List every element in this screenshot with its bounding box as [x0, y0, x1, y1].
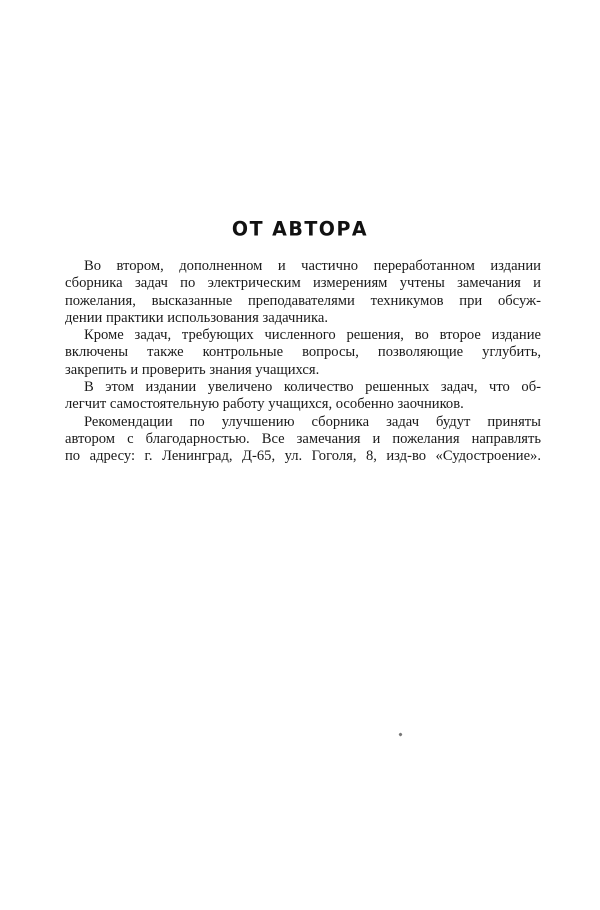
paragraph-1-line-3: пожелания, высказанные преподавателями техникумов при обсуж-	[65, 292, 541, 309]
paragraph-1-line-4: дении практики использования задачника.	[65, 309, 328, 326]
preface-body	[65, 258, 541, 466]
paragraph-3-line-2: легчит самостоятельную работу учащихся, особенно заочников.	[65, 396, 464, 413]
paragraph-2-line-1: Кроме задач, требующих численного решения, во второе издание	[84, 327, 541, 344]
scan-speck	[398, 732, 402, 736]
page-title: ОТ АВТОРА	[231, 217, 369, 241]
paragraph-4-line-1: Рекомендации по улучшению сборника задач будут приняты	[84, 413, 541, 430]
paragraph-4-line-3: по адресу: г. Ленинград, Д-65, ул. Гоголя, 8, изд-во «Судостроение».	[65, 448, 541, 465]
paragraph-1-line-2: сборника задач по электрическим измерениям учтены замечания и	[65, 275, 541, 292]
paragraph-2-line-2: включены также контрольные вопросы, позволяющие углубить,	[65, 344, 541, 361]
paragraph-2-line-3: закрепить и проверить знания учащихся.	[65, 361, 320, 378]
paragraph-4-line-2: автором с благодарностью. Все замечания и пожелания направлять	[65, 430, 541, 447]
paragraph-1-line-1: Во втором, дополненном и частично переработанном издании	[84, 258, 541, 274]
paragraph-3-line-1: В этом издании увеличено количество решенных задач, что об-	[84, 379, 541, 396]
